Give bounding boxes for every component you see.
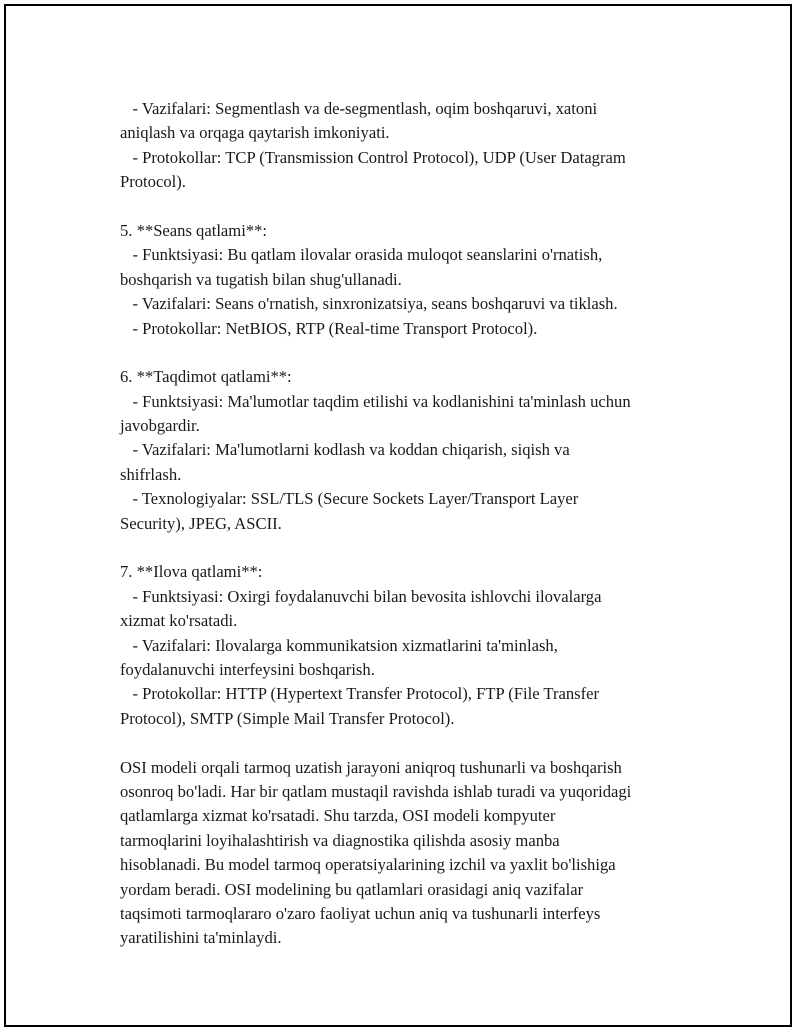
text-line: Protocol), SMTP (Simple Mail Transfer Protocol). [120, 708, 455, 728]
document-body [120, 97, 700, 951]
text-line: foydalanuvchi interfeysini boshqarish. [120, 659, 375, 679]
section-heading: 6. **Taqdimot qatlami**: [120, 367, 292, 387]
paragraph-spacer [120, 731, 700, 755]
layer5-section [120, 219, 700, 341]
text-line: - Vazifalari: Segmentlash va de-segmentlash, oqim boshqaruvi, xatoni [120, 99, 598, 118]
text-line: - Vazifalari: Seans o'rnatish, sinxronizatsiya, seans boshqaruvi va tiklash. [120, 294, 618, 314]
document-page [4, 4, 792, 1027]
text-line: shifrlash. [120, 464, 182, 484]
text-line: qatlamlarga xizmat ko'rsatadi. Shu tarzda, OSI modeli kompyuter [120, 806, 556, 826]
text-line: - Texnologiyalar: SSL/TLS (Secure Sockets Layer/Transport Layer [120, 489, 579, 509]
text-line: - Protokollar: NetBIOS, RTP (Real-time Transport Protocol). [120, 318, 538, 338]
paragraph-spacer [120, 536, 700, 560]
paragraph-spacer [120, 195, 700, 219]
text-line: xizmat ko'rsatadi. [120, 611, 238, 631]
text-line: OSI modeli orqali tarmoq uzatish jarayoni aniqroq tushunarli va boshqarish [120, 757, 622, 777]
layer6-section [120, 365, 700, 536]
text-line: - Protokollar: TCP (Transmission Control Protocol), UDP (User Datagram [120, 147, 626, 167]
text-line: osonroq bo'ladi. Har bir qatlam mustaqil ravishda ishlab turadi va yuqoridagi [120, 781, 632, 801]
text-line: javobgardir. [120, 416, 200, 436]
layer7-section [120, 560, 700, 731]
text-line: tarmoqlarini loyihalashtirish va diagnostika qilishda asosiy manba [120, 830, 560, 850]
text-line: hisoblanadi. Bu model tarmoq operatsiyalarining izchil va yaxlit bo'lishiga [120, 855, 616, 875]
text-line: - Vazifalari: Ma'lumotlarni kodlash va koddan chiqarish, siqish va [120, 440, 570, 460]
paragraph-spacer [120, 341, 700, 365]
text-line: Protocol). [120, 172, 186, 192]
text-line: aniqlash va orqaga qaytarish imkoniyati. [120, 123, 390, 143]
text-line: - Funktsiyasi: Ma'lumotlar taqdim etilishi va kodlanishini ta'minlash uchun [120, 391, 631, 411]
text-line: Security), JPEG, ASCII. [120, 513, 282, 533]
text-line: - Vazifalari: Ilovalarga kommunikatsion xizmatlarini ta'minlash, [120, 635, 558, 655]
text-line: boshqarish va tugatish bilan shug'ullanadi. [120, 269, 402, 289]
section-heading: 5. **Seans qatlami**: [120, 220, 268, 240]
section-heading: 7. **Ilova qatlami**: [120, 562, 263, 582]
text-line: yordam beradi. OSI modelining bu qatlamlari orasidagi aniq vazifalar [120, 879, 584, 899]
layer4-continuation [120, 97, 700, 195]
text-line: taqsimoti tarmoqlararo o'zaro faoliyat uchun aniq va tushunarli interfeys [120, 903, 601, 923]
text-line: yaratilishini ta'minlaydi. [120, 928, 282, 948]
text-line: - Funktsiyasi: Oxirgi foydalanuvchi bilan bevosita ishlovchi ilovalarga [120, 586, 602, 606]
conclusion-paragraph [120, 756, 700, 951]
text-line: - Protokollar: HTTP (Hypertext Transfer Protocol), FTP (File Transfer [120, 684, 600, 704]
text-line: - Funktsiyasi: Bu qatlam ilovalar orasida muloqot seanslarini o'rnatish, [120, 245, 603, 265]
